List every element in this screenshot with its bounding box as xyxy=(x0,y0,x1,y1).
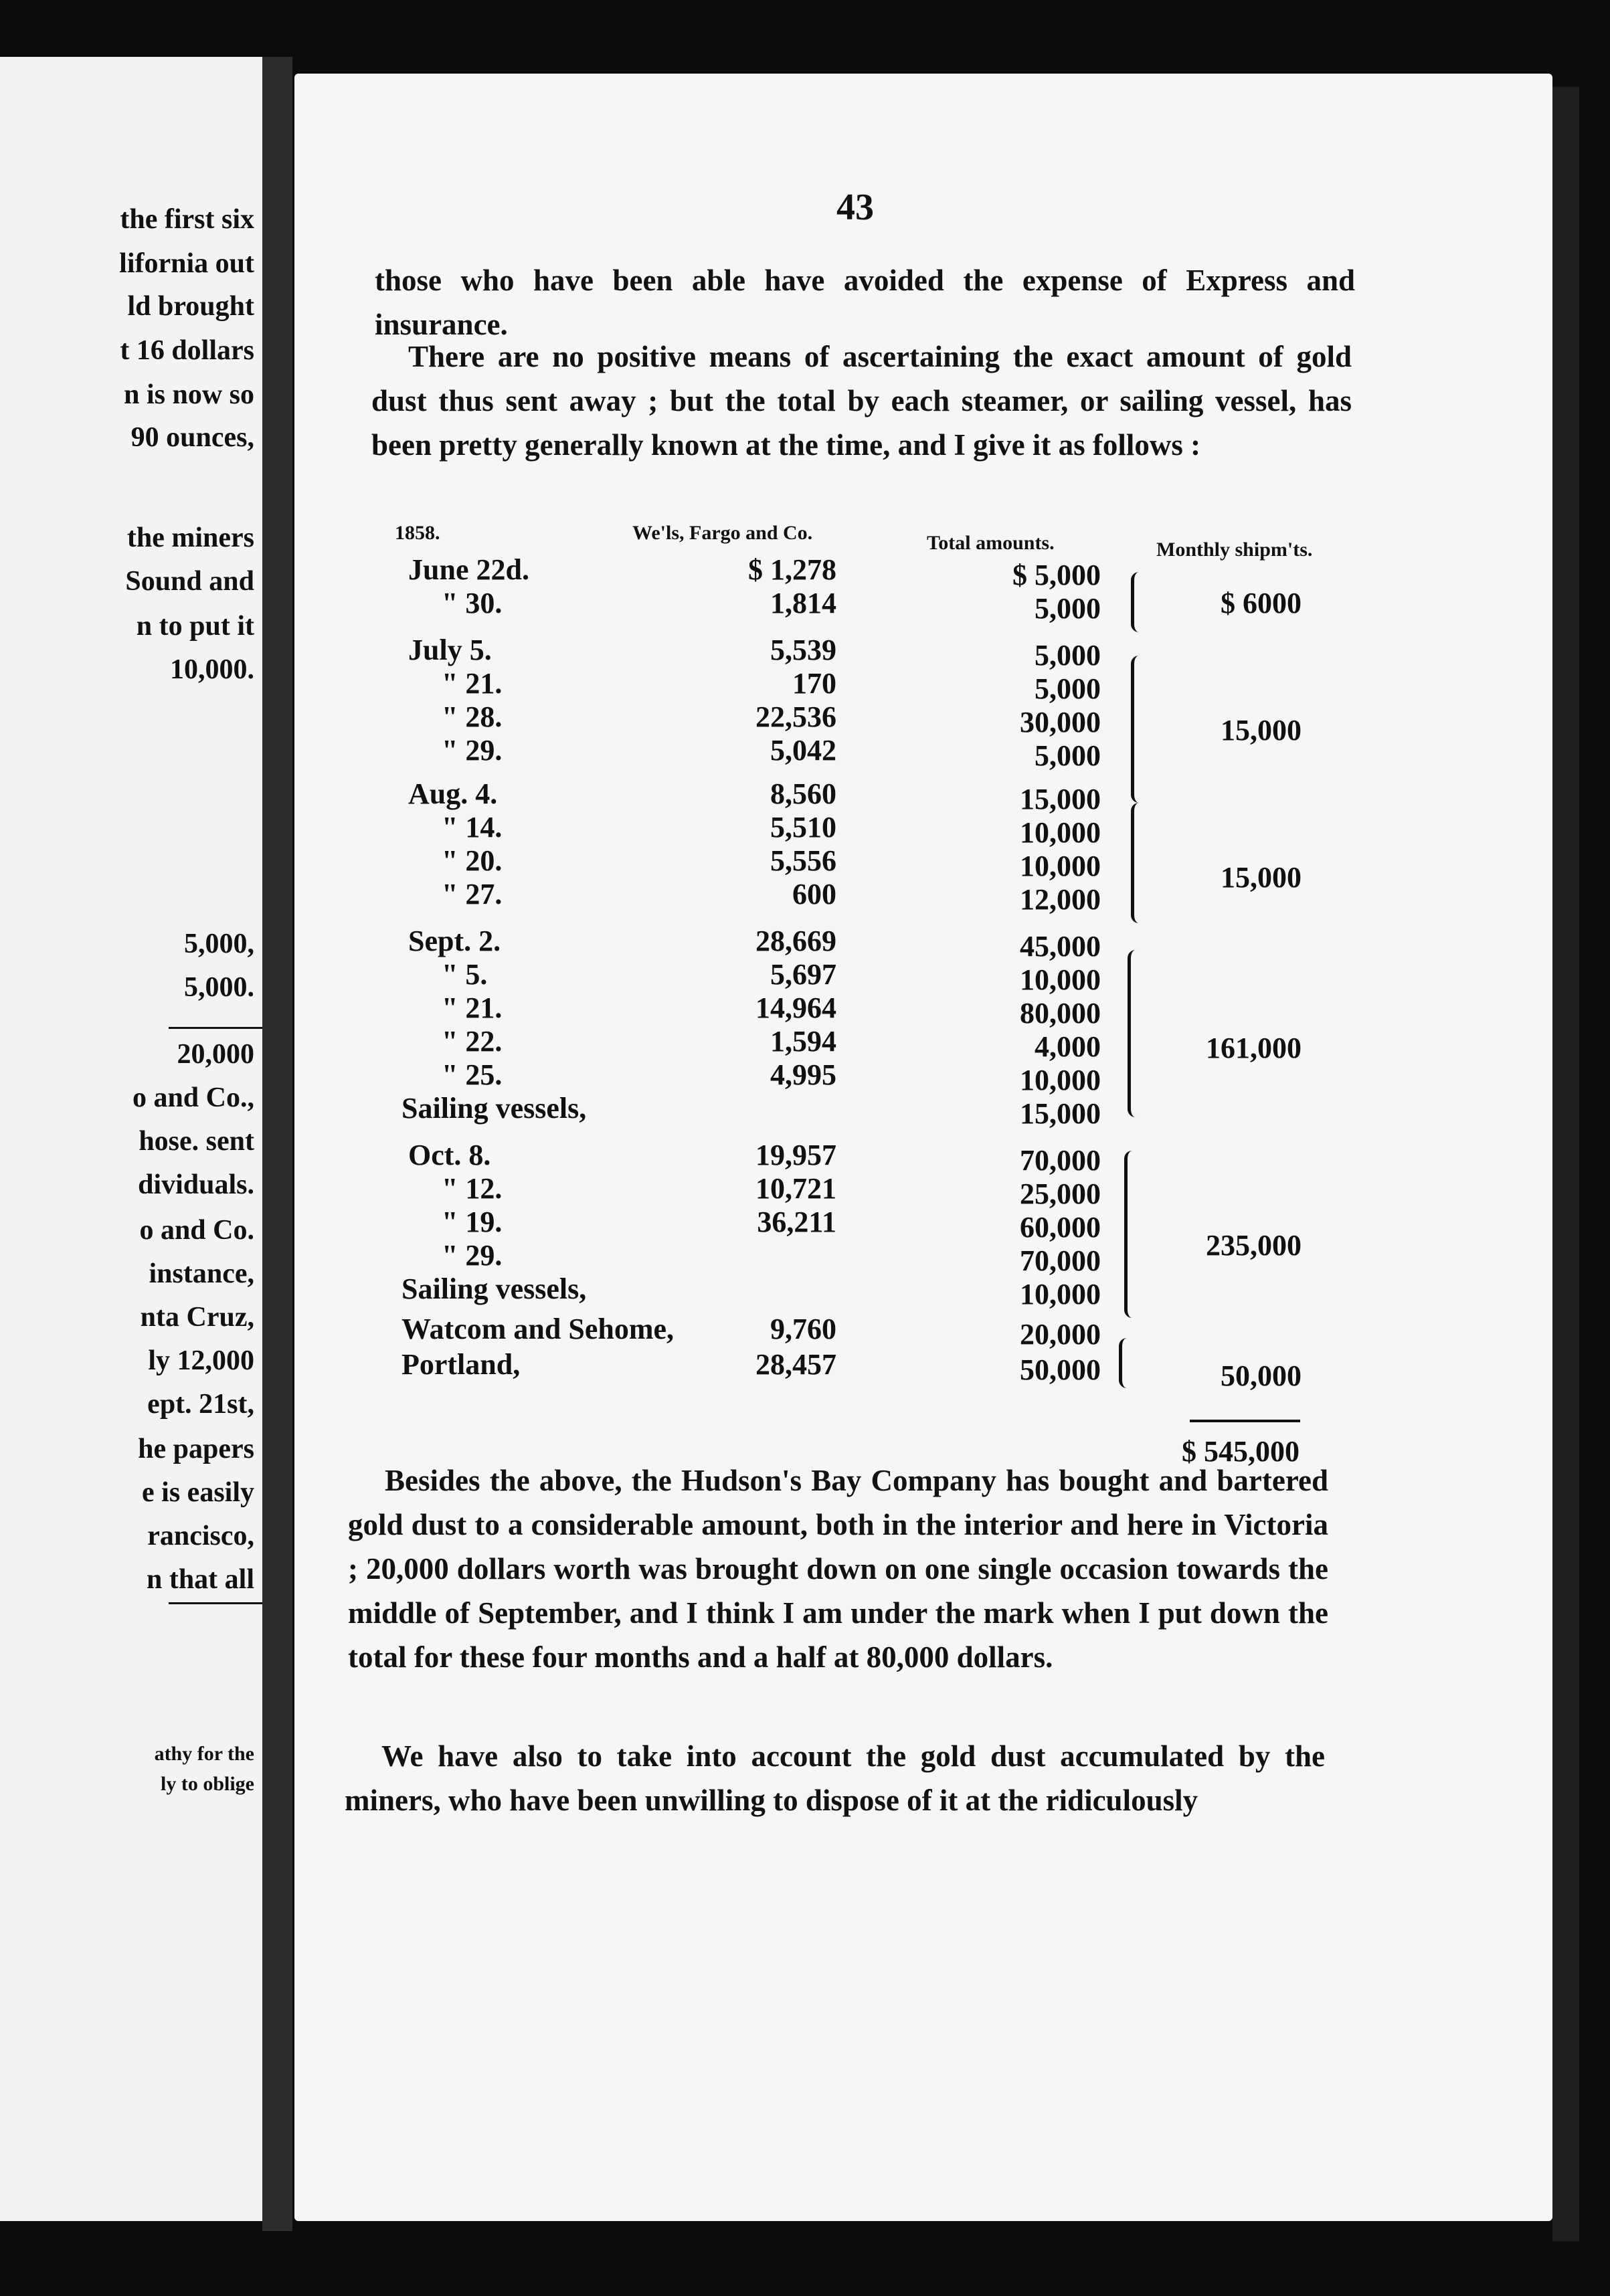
table-wells-cell: 170 xyxy=(792,667,836,700)
table-monthly-cell: 15,000 xyxy=(1221,861,1302,894)
table-wells-cell: 8,560 xyxy=(770,777,836,810)
table-wells-cell: $ 1,278 xyxy=(748,553,836,586)
left-page-line: he papers xyxy=(138,1434,254,1464)
table-monthly-cell: 235,000 xyxy=(1206,1229,1302,1262)
table-date-cell: " 29. xyxy=(442,734,503,767)
left-page-line: ly 12,000 xyxy=(148,1345,254,1376)
table-date-cell: " 12. xyxy=(442,1172,503,1205)
table-total-cell: 12,000 xyxy=(1020,883,1101,916)
left-page-footnote: ly to oblige xyxy=(161,1773,254,1795)
table-date-cell: " 14. xyxy=(442,811,503,844)
brace xyxy=(1124,1151,1142,1318)
table-date-cell: " 25. xyxy=(442,1058,503,1091)
table-total-cell: 5,000 xyxy=(1035,739,1101,772)
table-total-cell: $ 5,000 xyxy=(1012,559,1101,591)
table-monthly-cell: $ 6000 xyxy=(1221,587,1302,619)
table-date-cell: Sept. 2. xyxy=(408,925,501,957)
left-page-line: hose. sent xyxy=(139,1126,254,1157)
table-date-cell: July 5. xyxy=(408,634,492,666)
table-wells-cell: 5,539 xyxy=(770,634,836,666)
table-wells-cell: 10,721 xyxy=(755,1172,836,1205)
left-page-line: o and Co. xyxy=(139,1215,254,1246)
table-date-cell: " 19. xyxy=(442,1206,503,1238)
grand-total: $ 545,000 xyxy=(1182,1435,1300,1468)
left-page-footnote: athy for the xyxy=(154,1743,254,1765)
table-wells-cell: 28,457 xyxy=(755,1348,836,1381)
table-wells-cell: 19,957 xyxy=(755,1139,836,1171)
table-total-cell: 20,000 xyxy=(1020,1318,1101,1351)
table-header-year: 1858. xyxy=(395,522,440,544)
table-date-cell: Aug. 4. xyxy=(408,777,498,810)
table-header-total: Total amounts. xyxy=(927,532,1055,554)
table-total-cell: 80,000 xyxy=(1020,997,1101,1030)
table-wells-cell: 4,995 xyxy=(770,1058,836,1091)
left-page-line: rancisco, xyxy=(147,1521,254,1551)
table-date-cell: " 21. xyxy=(442,991,503,1024)
table-monthly-cell: 15,000 xyxy=(1221,714,1302,747)
left-page-line: lifornia out xyxy=(119,248,254,279)
paragraph-intro: those who have been able have avoided the expense of Express and insurance. xyxy=(375,264,1355,341)
table-total-cell: 30,000 xyxy=(1020,706,1101,739)
table-total-cell: 10,000 xyxy=(1020,1064,1101,1096)
table-total-cell: 5,000 xyxy=(1035,672,1101,705)
table-total-cell: 4,000 xyxy=(1035,1030,1101,1063)
left-page-line: nta Cruz, xyxy=(140,1302,254,1333)
left-page-line: 90 ounces, xyxy=(130,422,254,453)
table-date-cell: " 30. xyxy=(442,587,503,619)
table-date-cell: " 5. xyxy=(442,958,488,991)
table-wells-cell: 600 xyxy=(792,878,836,911)
left-page-line: ld brought xyxy=(127,291,254,322)
left-page-line: o and Co., xyxy=(132,1082,254,1113)
left-page-line: e is easily xyxy=(142,1477,254,1508)
left-page-line: 5,000, xyxy=(184,929,254,959)
table-total-cell: 5,000 xyxy=(1035,639,1101,672)
table-total-cell: 10,000 xyxy=(1020,850,1101,882)
table-date-cell: " 20. xyxy=(442,844,503,877)
table-wells-cell: 36,211 xyxy=(757,1206,836,1238)
table-total-cell: 10,000 xyxy=(1020,963,1101,996)
paragraph-gold-dust: There are no positive means of ascertaining the exact amount of gold dust thus sent away ; but the total by each steamer, or sailing vessel, has been pretty generally known at the time, and I give it as follows : xyxy=(371,340,1352,462)
left-page-line: n is now so xyxy=(124,379,254,410)
table-date-cell: " 22. xyxy=(442,1025,503,1058)
total-rule xyxy=(1190,1420,1300,1422)
left-page-line: instance, xyxy=(149,1258,254,1289)
table-total-cell: 70,000 xyxy=(1020,1144,1101,1177)
table-total-cell: 15,000 xyxy=(1020,783,1101,816)
left-page-line: 20,000 xyxy=(177,1039,254,1070)
left-page-line: n to put it xyxy=(136,611,254,642)
table-total-cell: 45,000 xyxy=(1020,930,1101,963)
page-number: 43 xyxy=(836,187,874,228)
table-wells-cell: 22,536 xyxy=(755,700,836,733)
table-header-monthly: Monthly shipm'ts. xyxy=(1156,539,1313,561)
table-date-cell: Watcom and Sehome, xyxy=(401,1313,674,1345)
table-date-cell: Oct. 8. xyxy=(408,1139,491,1171)
paragraph-accumulated: We have also to take into account the gold dust accumulated by the miners, who have been unwilling to dispose of it at the ridiculously xyxy=(345,1739,1325,1817)
book-spine xyxy=(262,57,292,2231)
left-page-line: dividuals. xyxy=(138,1169,254,1200)
table-total-cell: 10,000 xyxy=(1020,1278,1101,1311)
brace xyxy=(1131,803,1149,923)
brace xyxy=(1131,656,1149,803)
left-page-line: n that all xyxy=(146,1564,254,1595)
left-page-line: the first six xyxy=(120,204,254,235)
left-page-line: t 16 dollars xyxy=(120,335,254,366)
table-wells-cell: 5,042 xyxy=(770,734,836,767)
table-wells-cell: 9,760 xyxy=(770,1313,836,1345)
left-page-rule xyxy=(169,1027,262,1029)
table-date-cell: Sailing vessels, xyxy=(401,1272,587,1305)
table-wells-cell: 5,510 xyxy=(770,811,836,844)
table-date-cell: " 27. xyxy=(442,878,503,911)
table-wells-cell: 28,669 xyxy=(755,925,836,957)
left-page-line: Sound and xyxy=(125,566,254,597)
brace xyxy=(1131,572,1149,632)
table-monthly-cell: 161,000 xyxy=(1206,1032,1302,1064)
table-wells-cell: 1,594 xyxy=(770,1025,836,1058)
page-edge xyxy=(1552,87,1579,2241)
table-date-cell: " 29. xyxy=(442,1239,503,1272)
table-date-cell: " 28. xyxy=(442,700,503,733)
paragraph-hudsons-bay: Besides the above, the Hudson's Bay Company has bought and bartered gold dust to a considerable amount, both in the interior and here in Victoria ; 20,000 dollars worth was brought down on one single occasion towards the middle of September, and I think I am under the mark when I put down the total for these four months and a half at 80,000 dollars. xyxy=(348,1464,1328,1674)
table-date-cell: June 22d. xyxy=(408,553,529,586)
brace xyxy=(1119,1338,1137,1388)
table-header-wells-fargo: We'ls, Fargo and Co. xyxy=(632,522,813,544)
left-page-line: ept. 21st, xyxy=(147,1389,254,1420)
table-total-cell: 25,000 xyxy=(1020,1177,1101,1210)
table-total-cell: 70,000 xyxy=(1020,1244,1101,1277)
left-page-fragment xyxy=(0,57,262,2221)
table-date-cell: Portland, xyxy=(401,1348,521,1381)
table-total-cell: 60,000 xyxy=(1020,1211,1101,1244)
table-wells-cell: 5,556 xyxy=(770,844,836,877)
table-total-cell: 50,000 xyxy=(1020,1353,1101,1386)
table-monthly-cell: 50,000 xyxy=(1221,1359,1302,1392)
brace xyxy=(1128,950,1146,1117)
table-date-cell: Sailing vessels, xyxy=(401,1092,587,1125)
left-page-rule xyxy=(169,1602,262,1604)
left-page-line: the miners xyxy=(126,522,254,553)
table-total-cell: 10,000 xyxy=(1020,816,1101,849)
table-wells-cell: 1,814 xyxy=(770,587,836,619)
left-page-line: 5,000. xyxy=(184,972,254,1003)
table-wells-cell: 5,697 xyxy=(770,958,836,991)
table-wells-cell: 14,964 xyxy=(755,991,836,1024)
left-page-line: 10,000. xyxy=(170,654,254,685)
table-total-cell: 5,000 xyxy=(1035,592,1101,625)
table-date-cell: " 21. xyxy=(442,667,503,700)
table-total-cell: 15,000 xyxy=(1020,1097,1101,1130)
